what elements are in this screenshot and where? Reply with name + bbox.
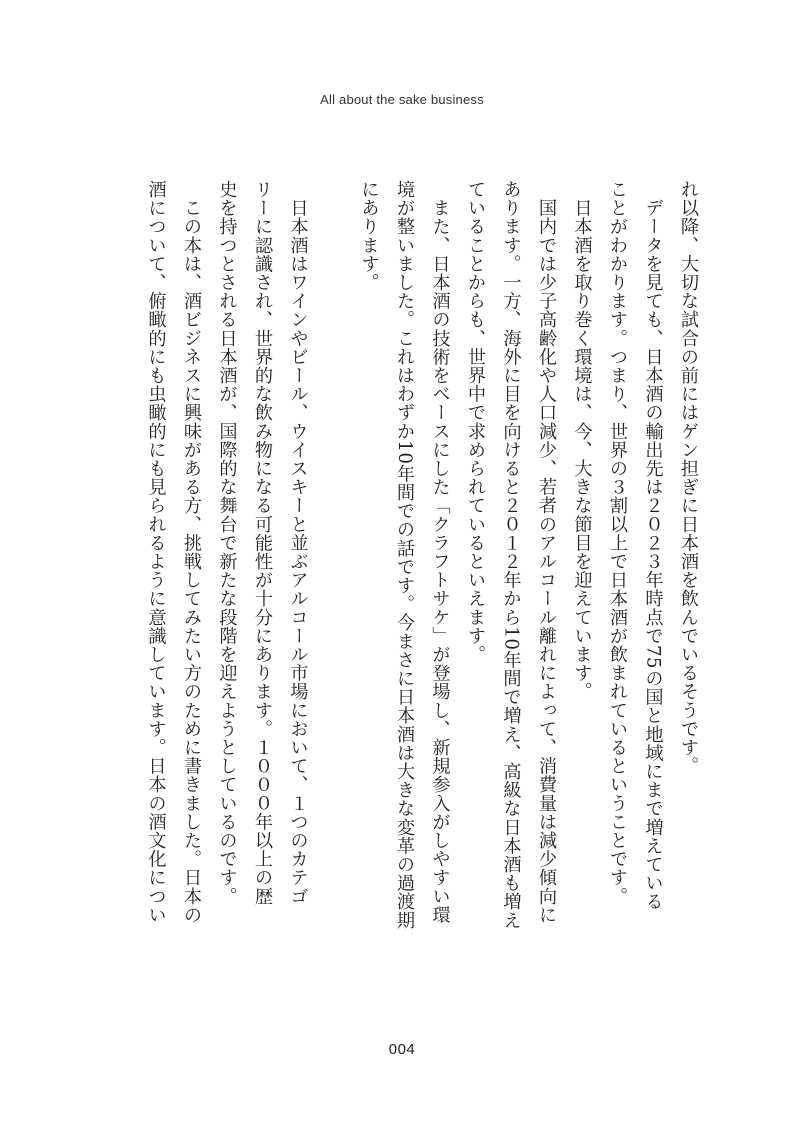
text-line: リーに認識され、世界的な飲み物になる可能性が十分にあります。１０００年以上の歴 [252,180,273,906]
text-line: 国内では少子高齢化や人口減少、若者のアルコール離れによって、消費量は減少傾向に [536,180,557,924]
paragraph-break [316,180,352,980]
text-line: データを見ても、日本酒の輸出先は２０２３年時点で75の国と地域にまで増えている [642,180,664,911]
text-line: 史を持つとされる日本酒が、国際的な舞台で新たな段階を迎えようとしているのです。 [216,180,238,906]
text-line: この本は、酒ビジネスに興味がある方、挑戦してみたい方のために書きました。日本の [181,180,202,924]
text-line: ことがわかります。つまり、世界の３割以上で日本酒が飲まれているということです。 [607,180,628,906]
body-text [138,180,706,980]
text-line: あります。一方、海外に目を向けると２０１２年から10年間で増え、高級な日本酒も増え [500,180,522,930]
text-line: 日本酒はワインやビール、ウイスキーと並ぶアルコール市場において、１つのカテゴ [287,180,309,906]
text-line: 境が整いました。これはわずか10年間での話です。今まさに日本酒は大きな変革の過渡期 [394,180,415,930]
text-line: また、日本酒の技術をベースにした「クラフトサケ」が登場し、新規参入がしやすい環 [429,180,451,924]
running-header: All about the sake business [320,92,484,107]
text-line: にあります。 [358,180,380,292]
text-line: ていることからも、世界中で求められているといえます。 [465,180,486,664]
text-line: 酒について、俯瞰的にも虫瞰的にも見られるように意識しています。日本の酒文化につい [145,180,167,924]
text-line: れ以降、大切な試合の前にはゲン担ぎに日本酒を飲んでいるそうです。 [678,180,699,776]
page-number: 004 [388,1041,416,1058]
text-line: 日本酒を取り巻く環境は、今、大きな節目を迎えています。 [571,180,593,701]
